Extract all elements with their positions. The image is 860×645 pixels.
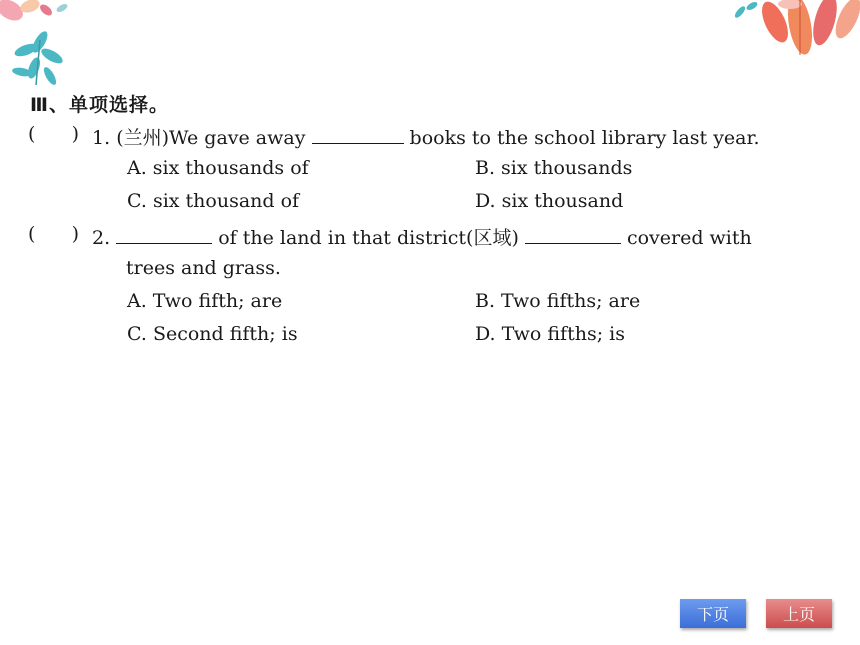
answer-paren: ( ) bbox=[28, 223, 80, 245]
option-a: A. Two fifth; are bbox=[127, 290, 283, 312]
answer-blank bbox=[525, 225, 621, 244]
answer-blank bbox=[312, 125, 404, 144]
option-d: D. Two fifths; is bbox=[475, 323, 625, 345]
next-page-button[interactable]: 下页 bbox=[680, 599, 746, 628]
question-text: We gave away bbox=[169, 127, 306, 149]
option-a: A. six thousands of bbox=[127, 157, 309, 179]
question-2-line bbox=[92, 223, 752, 250]
section-title: Ⅲ、单项选择。 bbox=[30, 94, 169, 116]
option-b: B. Two fifths; are bbox=[475, 290, 641, 312]
question-2-continuation: trees and grass. bbox=[126, 257, 281, 279]
leaf-decoration-icon bbox=[0, 0, 90, 95]
question-1-line bbox=[92, 123, 760, 150]
option-d: D. six thousand bbox=[475, 190, 624, 212]
leaf-decoration-icon bbox=[730, 0, 860, 70]
option-c: C. Second fifth; is bbox=[127, 323, 298, 345]
option-c: C. six thousand of bbox=[127, 190, 300, 212]
question-source: (兰州) bbox=[116, 127, 170, 149]
previous-page-button[interactable]: 上页 bbox=[766, 599, 832, 628]
question-text: of the land in that district(区域) bbox=[218, 227, 519, 249]
answer-paren: ( ) bbox=[28, 123, 80, 145]
question-number: 2. bbox=[92, 227, 111, 249]
question-text: books to the school library last year. bbox=[409, 127, 760, 149]
answer-blank bbox=[116, 225, 212, 244]
question-number: 1. bbox=[92, 127, 111, 149]
option-b: B. six thousands bbox=[475, 157, 633, 179]
question-text: covered with bbox=[626, 227, 752, 249]
